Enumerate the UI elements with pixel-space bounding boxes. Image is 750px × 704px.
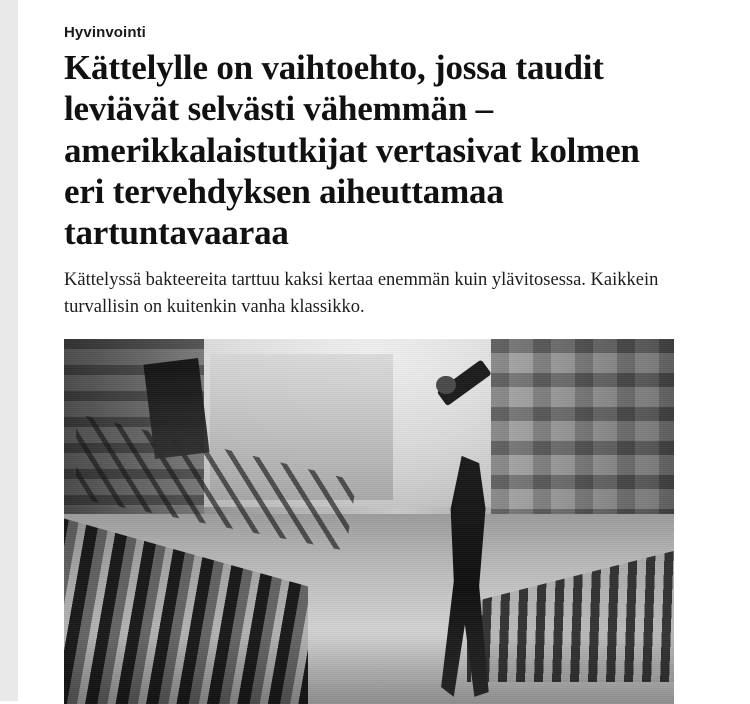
article-container — [64, 24, 724, 704]
left-margin-rail — [0, 0, 18, 701]
photo-officer-hand — [436, 376, 456, 394]
photo-foreground-shadow — [64, 638, 674, 704]
top-margin-strip — [18, 0, 750, 12]
article-lead: Kättelyssä bakteereita tarttuu kaksi kertaa enemmän kuin ylävitosessa. Kaikkein turvallisin on kuitenkin vanha klassikko. — [64, 270, 659, 318]
article-kicker[interactable]: Hyvinvointi — [64, 24, 146, 41]
article-image — [64, 339, 674, 704]
page-title: Kättelylle on vaihtoehto, jossa taudit leviävät selvästi vähemmän – amerikkalaistutkijat vertasivat kolmen eri tervehdyksen aiheuttamaa tartuntavaaraa — [64, 48, 640, 253]
photo-base — [64, 339, 674, 704]
